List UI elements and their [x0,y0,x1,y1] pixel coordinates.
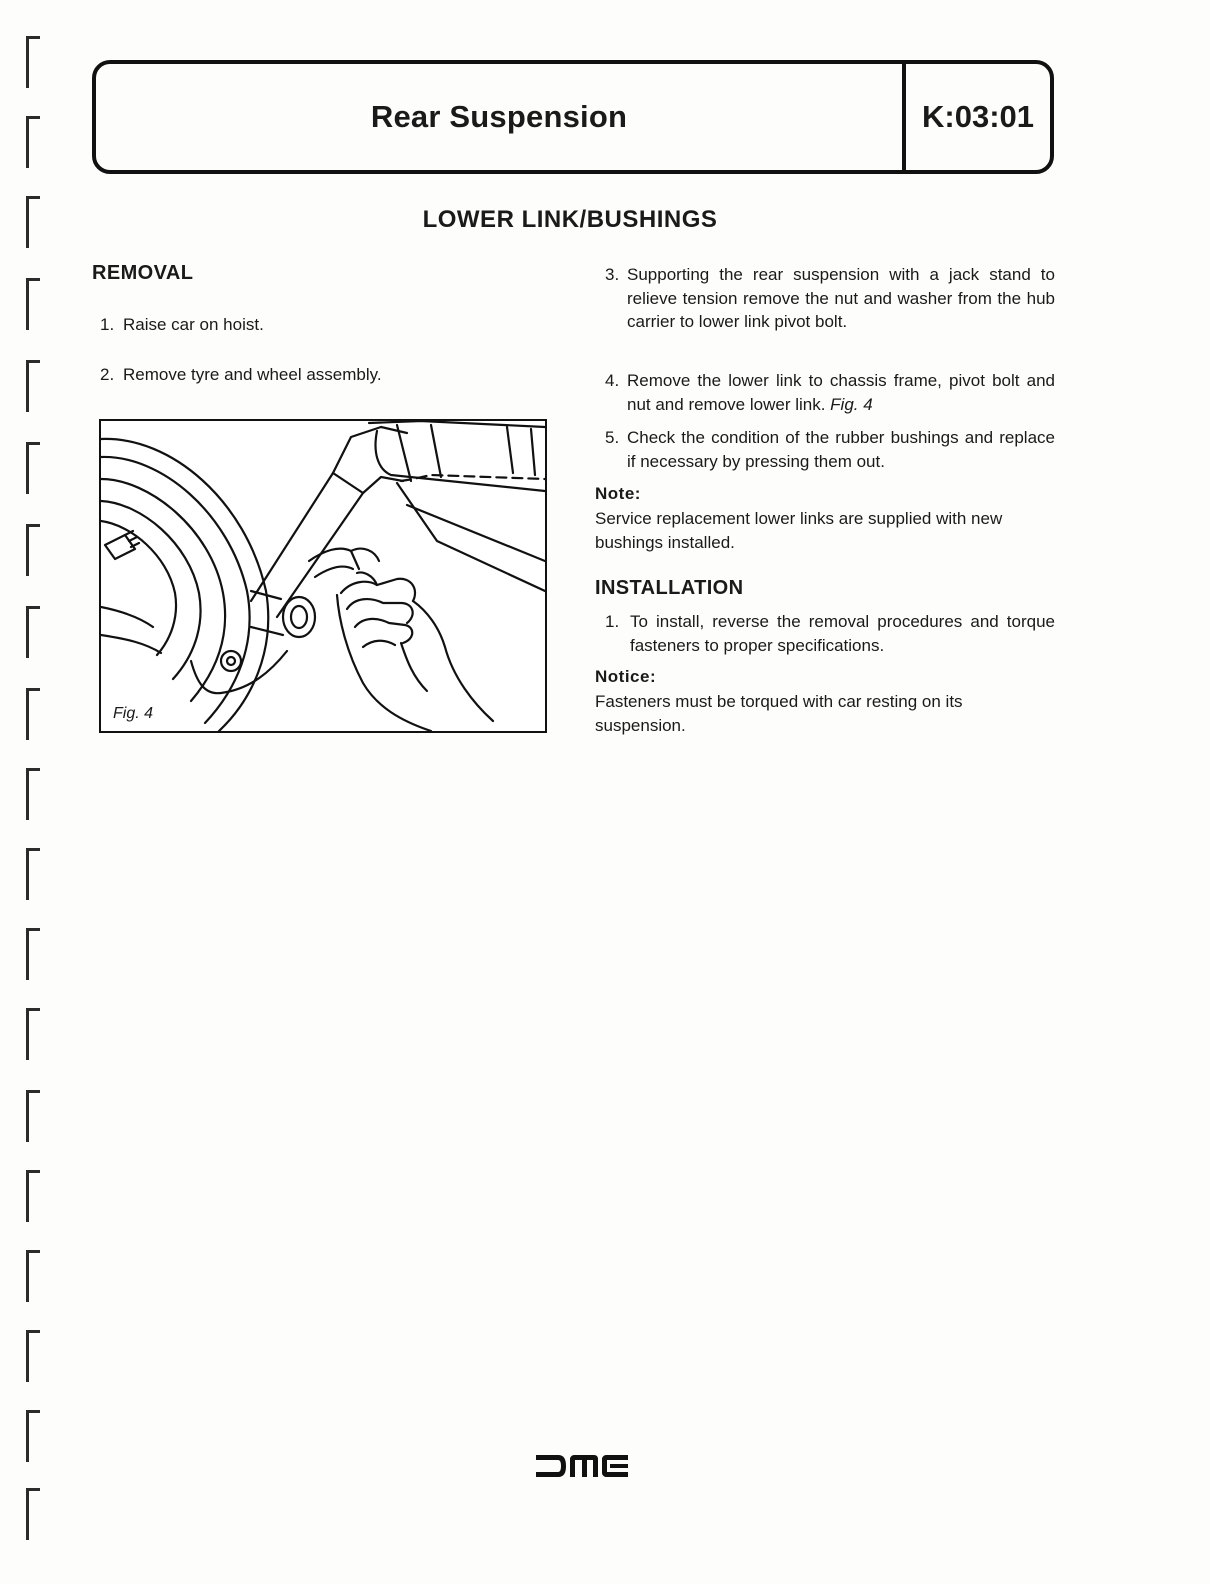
step-number: 1. [100,315,115,334]
figure-4 [99,419,547,733]
page-code: K:03:01 [922,99,1034,134]
page-title: Rear Suspension [370,99,628,134]
step-number: 4. [605,371,620,390]
step-number: 2. [100,365,115,384]
binder-mark [26,768,40,820]
step-number: 5. [605,428,620,447]
note-label: Note: [595,484,641,503]
lower-link-removal-illustration-icon [101,421,545,731]
step-number: 1. [605,612,620,631]
step-text: Raise car on hoist. [123,315,264,334]
figure-caption: Fig. 4 [113,705,154,722]
dmc-logo-icon [536,1455,628,1477]
dmc-logo [536,1455,628,1482]
binder-mark [26,360,40,412]
binder-mark [26,524,40,576]
binder-mark [26,278,40,330]
binder-mark [26,1090,40,1142]
binder-mark [26,1008,40,1060]
step-text [627,369,1055,416]
binder-mark [26,928,40,980]
step-number: 3. [605,265,620,284]
step-text: Remove tyre and wheel assembly. [123,365,382,384]
binder-mark [26,848,40,900]
binder-mark [26,688,40,740]
step-text-body: Remove the lower link to chassis frame, pivot bolt and nut and remove lower link. [627,371,1055,414]
page-header [92,60,1054,174]
installation-heading: INSTALLATION [595,577,744,599]
section-title: LOWER LINK/BUSHINGS [422,206,718,233]
binder-mark [26,1410,40,1462]
step-text: To install, reverse the removal procedures and torque fasteners to proper specifications. [630,612,1055,655]
binder-mark [26,1488,40,1540]
binder-mark [26,116,40,168]
binder-mark [26,36,40,88]
figure-reference: Fig. 4 [830,394,873,414]
removal-heading: REMOVAL [92,262,194,284]
binder-mark [26,196,40,248]
notice-text: Fasteners must be torqued with car resting on its suspension. [595,692,963,735]
binder-mark [26,606,40,658]
step-text: Check the condition of the rubber bushings and replace if necessary by pressing them out. [627,428,1055,471]
notice-label: Notice: [595,667,657,686]
note-text: Service replacement lower links are supplied with new bushings installed. [595,509,1003,552]
binder-mark [26,1170,40,1222]
binder-mark [26,1330,40,1382]
binder-mark [26,442,40,494]
step-text: Supporting the rear suspension with a jack stand to relieve tension remove the nut and washer from the hub carrier to lower link pivot bolt. [627,265,1055,331]
binder-mark [26,1250,40,1302]
